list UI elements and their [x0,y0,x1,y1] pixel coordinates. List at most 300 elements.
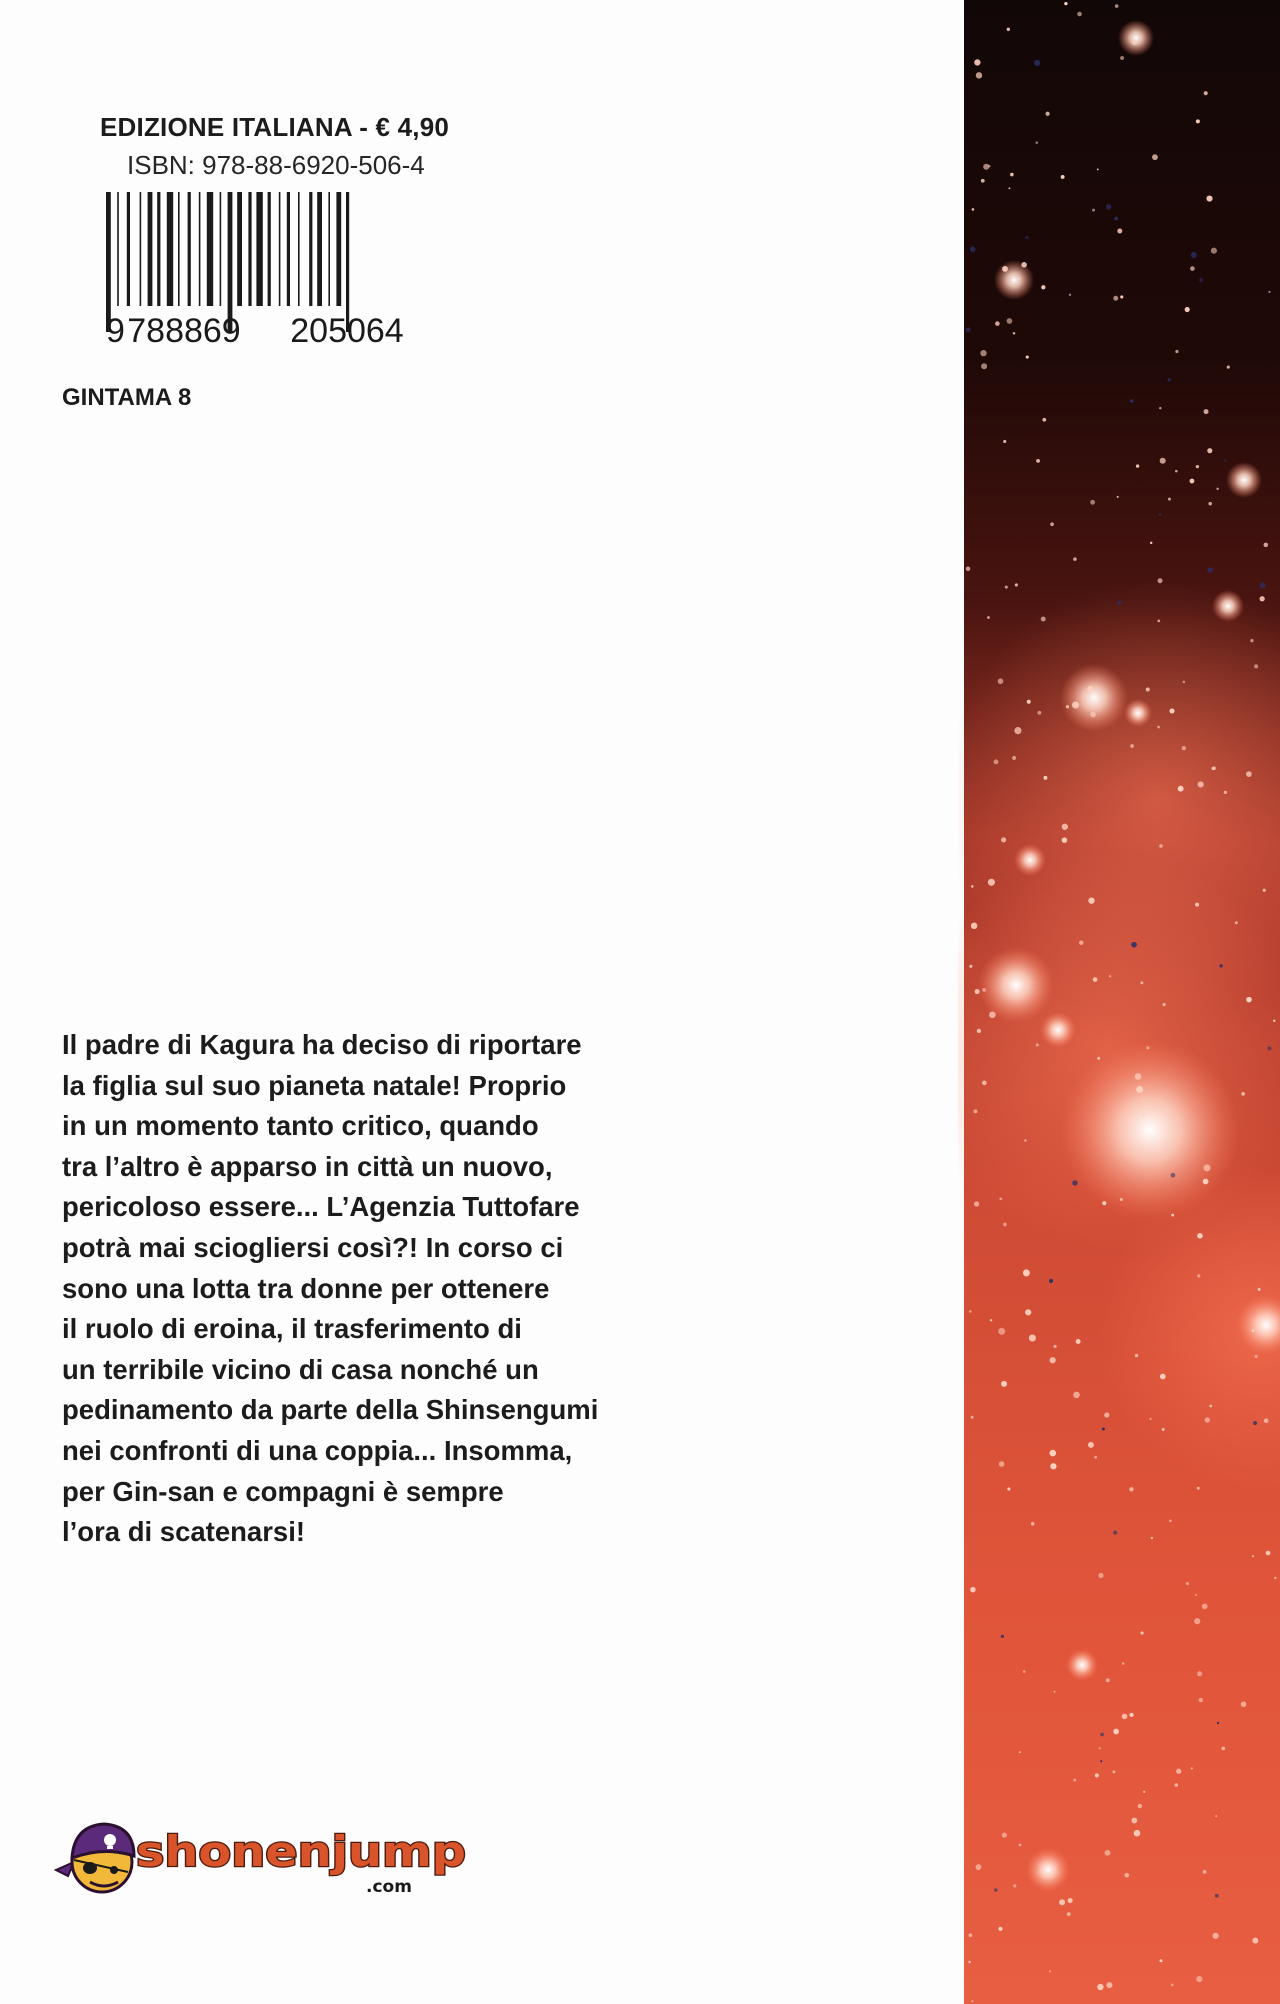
star [1217,1722,1219,1724]
star [990,1319,992,1321]
star [1034,60,1040,66]
star [966,327,971,332]
star [1169,708,1174,713]
star [1102,1427,1105,1430]
barcode-bar [336,192,341,306]
star [1221,1747,1225,1751]
star [1146,688,1150,692]
star [1146,1046,1149,1049]
star [1007,1487,1010,1490]
star [977,1029,981,1033]
star [1186,1582,1189,1585]
star [1206,195,1212,201]
star [1064,2,1067,5]
star [1224,791,1227,794]
star [1203,1870,1207,1874]
star [1168,498,1171,501]
star [1178,786,1184,792]
barcode-left-digits: 788869 [127,312,241,346]
star [999,1461,1005,1467]
star [970,246,976,252]
star [1235,921,1238,924]
barcode-bar [167,192,173,306]
star [1036,1044,1039,1047]
star [1120,1198,1123,1201]
star [1160,458,1166,464]
star [1138,1804,1142,1808]
star [1050,522,1054,526]
star [1120,295,1123,298]
star [1003,440,1006,443]
star [1252,1555,1254,1557]
star [1264,1418,1269,1423]
star [1077,12,1082,17]
star [1106,1678,1110,1682]
star [1013,332,1016,335]
star [1124,1873,1129,1878]
star [1241,1092,1245,1096]
star [1090,500,1095,505]
star [1140,1631,1143,1634]
star [1197,1671,1202,1676]
star [1162,1428,1165,1431]
barcode [100,186,460,346]
star [968,1961,970,1963]
star [983,164,989,170]
star [969,1310,971,1312]
star [974,1201,979,1206]
star [1212,766,1216,770]
star [969,1933,973,1937]
star [1205,1417,1210,1422]
star [1183,681,1186,684]
star [1113,1729,1119,1735]
star [1122,1662,1124,1664]
star [1203,1164,1210,1171]
star [1216,488,1218,490]
star [1204,91,1208,95]
star [1227,365,1230,368]
star [1151,1537,1153,1539]
star [1143,1791,1145,1793]
star [998,1927,1002,1931]
star [1171,1173,1176,1178]
barcode-bar [220,192,222,306]
star [1042,418,1046,422]
star [998,1328,1005,1335]
edition-price: EDIZIONE ITALIANA - € 4,90 [100,112,450,142]
isbn-text: ISBN: 978-88-6920-506-4 [127,150,425,180]
star [982,988,986,992]
star [1135,1354,1139,1358]
star [1037,711,1041,715]
star [1105,1850,1111,1856]
star [1019,1844,1022,1847]
star [1023,1670,1026,1673]
star [1196,1976,1202,1982]
star [1241,1701,1247,1707]
star [1114,217,1118,221]
star [1198,781,1204,787]
star [1005,586,1008,589]
star [1160,1959,1163,1962]
space-illustration-canvas [958,0,1280,2004]
star [1197,1233,1203,1239]
star [1140,981,1143,984]
star [1001,837,1006,842]
barcode-bar [148,192,153,306]
star [982,1081,987,1086]
star [1199,1698,1204,1703]
star [966,566,971,571]
star [1130,399,1133,402]
star [1197,1274,1200,1277]
star [1087,686,1092,691]
barcode-bar [228,192,233,332]
synopsis-line: Il padre di Kagura ha deciso di riportare [62,1029,582,1060]
barcode-bar [268,192,271,306]
star [1266,1551,1271,1556]
star [1132,39,1138,45]
star [1176,1769,1181,1774]
star [1025,236,1028,239]
star [1195,1594,1197,1596]
barcode-bar [178,192,180,306]
star [1246,771,1252,777]
star [987,616,990,619]
star [1112,1770,1115,1773]
star [1046,112,1050,116]
star [1097,1057,1100,1060]
barcode-bar [157,192,160,306]
star [1130,744,1134,748]
synopsis-line: pericoloso essere... L’Agenzia Tuttofare [62,1191,580,1223]
star [1142,1114,1145,1117]
star [1253,1421,1257,1425]
series-volume: GINTAMA 8 [62,384,192,411]
star [1012,756,1016,760]
star [1029,1334,1036,1341]
star [1211,248,1217,254]
logo-wordmark: shonenjump [136,1827,466,1876]
star [1021,262,1027,268]
star [1054,1691,1056,1693]
star [1025,1309,1031,1315]
barcode-bar [346,192,349,332]
star [1122,1714,1128,1720]
star [1264,543,1269,548]
star [1069,294,1071,296]
barcode-bar [106,192,111,332]
star [1190,479,1195,484]
star [1149,1418,1151,1420]
star [973,1109,977,1113]
star [1190,266,1195,271]
star [1098,1573,1103,1578]
star [1094,1456,1097,1459]
star [1068,1898,1073,1903]
star [1073,1392,1080,1399]
star [1027,700,1031,704]
star [1001,1635,1004,1638]
star [1215,1894,1219,1898]
star [1113,296,1118,301]
star [976,72,983,79]
star [1168,378,1171,381]
star [1079,940,1083,944]
star [1088,897,1094,903]
barcode-bar [328,192,330,306]
star [1109,975,1111,977]
star [1159,407,1161,409]
barcode-bar [287,192,290,306]
star [995,321,1000,326]
star [1050,1357,1056,1363]
barcode-right-digits: 205064 [290,312,404,346]
pirate-mascot-icon [56,1824,134,1892]
star [1254,1355,1257,1358]
star [1131,942,1137,948]
star [1061,175,1065,179]
synopsis-line: sono una lotta tra donne per ottenere [62,1272,550,1304]
star [1268,291,1270,293]
star [1197,1487,1200,1490]
synopsis [62,1025,722,1553]
star [1003,1223,1007,1227]
star [1104,1412,1109,1417]
star [1157,726,1160,729]
star [1102,1201,1106,1205]
star [1215,1815,1217,1817]
star [1002,1832,1007,1837]
barcode-bar [309,192,312,306]
star [1092,209,1095,212]
star [1013,1884,1016,1887]
barcode-bar [256,192,262,306]
star [1007,318,1013,324]
barcode-bar [237,192,242,306]
star [1194,1618,1200,1624]
star [1175,1783,1179,1787]
star [1118,601,1122,605]
star [1117,229,1122,234]
star [1113,1531,1117,1535]
star [1129,1713,1133,1717]
star [1207,567,1213,573]
star [971,1416,974,1419]
barcode-bar [279,192,281,306]
star [1246,997,1252,1003]
star [1106,204,1111,209]
star [1131,1818,1137,1824]
star [1263,889,1266,892]
star [1093,977,1098,982]
star [1062,837,1068,843]
star [994,759,999,764]
star [1041,285,1045,289]
star [972,208,975,211]
star [1209,1405,1212,1408]
star [1097,168,1099,170]
star [1017,278,1019,280]
barcode-bar [199,192,201,306]
barcode-bar [248,192,251,306]
star [1019,1751,1021,1753]
star [1010,173,1014,177]
synopsis-line: per Gin-san e compagni è sempre [62,1475,504,1507]
star [1090,712,1096,718]
star [1015,583,1018,586]
star [1120,56,1124,60]
star [988,879,995,886]
shonenjump-logo [54,1812,484,1902]
star [1260,582,1266,588]
star [1036,459,1040,463]
star [1007,28,1010,31]
star [1041,617,1046,622]
barcode-bar [140,192,142,306]
star [971,923,978,930]
star [1050,1463,1056,1469]
logo-suffix: .com [366,1877,412,1897]
star [981,363,987,369]
star [1258,1288,1261,1291]
star [969,965,972,968]
star [1066,705,1069,708]
synopsis-line: un terribile vicino di casa nonché un [62,1353,539,1385]
star [1100,1760,1102,1762]
star [1115,4,1119,8]
star [1050,1450,1057,1457]
star [1035,141,1038,144]
star [1254,664,1258,668]
star [1026,355,1029,358]
star [1250,639,1253,642]
star [1100,1733,1104,1737]
star [1099,1747,1101,1749]
barcode-bars [106,192,349,332]
star [971,885,974,888]
star [1158,578,1163,583]
star [1159,844,1163,848]
star [1260,596,1265,601]
star [1196,465,1199,468]
star [1136,464,1139,467]
star [1076,1339,1081,1344]
star [1157,619,1160,622]
synopsis-line: la figlia sul suo pianeta natale! Proprio [62,1069,567,1101]
barcode-first-digit: 9 [106,312,125,346]
star [989,1011,996,1018]
synopsis-line: il ruolo di eroina, il trasferimento di [62,1313,522,1345]
star [1159,513,1162,516]
barcode-bar [127,192,130,306]
star [1204,409,1209,414]
barcode-bar [298,192,300,306]
star [1059,1899,1065,1905]
star [1163,1003,1166,1006]
star [1203,1179,1209,1185]
star [1009,187,1011,189]
synopsis-line: potrà mai sciogliersi così?! In corso ci [62,1231,564,1263]
star [998,678,1004,684]
star [1175,470,1178,473]
star [1106,1982,1112,1988]
star [1135,1073,1142,1080]
barcode-bar [117,192,119,306]
star [1195,903,1199,907]
barcode-bar [317,192,322,306]
star [970,1587,976,1593]
star [975,989,980,994]
star [1072,701,1079,708]
star [1031,1522,1034,1525]
star [1117,496,1119,498]
star [994,1888,997,1891]
star [1073,557,1077,561]
synopsis-line: tra l’altro è apparso in città un nuovo, [62,1150,553,1182]
star [980,350,986,356]
star [1097,1984,1103,1990]
star [1024,1139,1027,1142]
star [1191,252,1197,258]
star [1049,1970,1051,1972]
star [1014,727,1021,734]
barcode-bar [188,192,191,306]
star [976,1864,982,1870]
star [1182,746,1186,750]
star [1268,1046,1272,1050]
star [1062,824,1068,830]
star [974,59,980,65]
star [1175,350,1178,353]
star [1169,1520,1171,1522]
synopsis-line: nei confronti di una coppia... Insomma, [62,1434,573,1466]
star [1053,1345,1056,1348]
star [1212,1933,1218,1939]
star [1073,1779,1076,1782]
star [1171,1984,1174,1987]
star [1185,307,1190,312]
star [1252,1938,1258,1944]
star [1072,1180,1077,1185]
star [1196,119,1200,123]
star [1191,1767,1193,1769]
star [1088,1442,1094,1448]
star [999,1197,1002,1200]
star [1224,459,1227,462]
star [1023,1269,1030,1276]
barcode-bar [207,192,213,306]
star [1251,1329,1254,1332]
star [1219,964,1222,967]
star [1171,1214,1174,1217]
star [1043,776,1047,780]
star [971,2000,973,2002]
star [1129,1487,1133,1491]
star [1202,1604,1208,1610]
star [1136,1086,1143,1093]
synopsis-line: l’ora di scatenarsi! [62,1516,306,1548]
star [1067,1912,1071,1916]
star [1152,154,1158,160]
star [1199,278,1202,281]
star [1002,266,1008,272]
star [1273,1020,1275,1022]
star [1001,1381,1007,1387]
star [1095,1773,1099,1777]
star [1208,502,1212,506]
